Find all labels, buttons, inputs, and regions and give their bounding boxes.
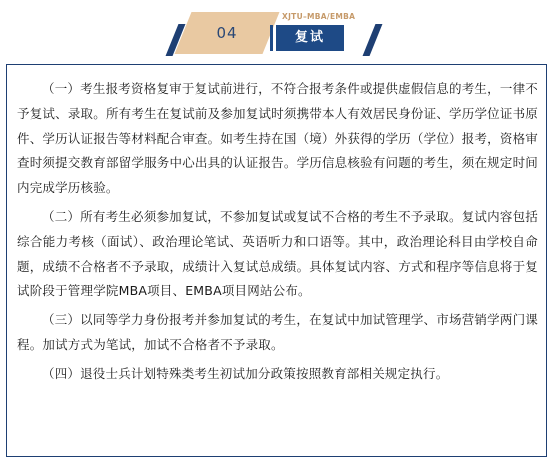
paragraph-4: （四）退役士兵计划特殊类考生初试加分政策按照教育部相关规定执行。 <box>42 365 449 381</box>
content-body <box>17 77 538 391</box>
section-number: 04 <box>216 24 238 42</box>
section-sub-label: XJTU–MBA/EMBA <box>282 12 356 21</box>
decor-slash-right <box>363 24 383 56</box>
paragraph-3: （三）以同等学力身份报考并参加复试的考生，在复试中加试管理学、市场营销学两门课程。加试方式为笔试，加试不合格者不予录取。 <box>17 312 538 352</box>
section-title: 复试 <box>276 25 344 51</box>
content-frame <box>6 64 547 457</box>
paragraph-2: （二）所有考生必须参加复试，不参加复试或复试不合格的考生不予录取。复试内容包括综合能力考核（面试）、政治理论笔试、英语听力和口语等。其中，政治理论科目由学校自命题，成绩不合格者不予录取，成绩计入复试总成绩。具体复试内容、方式和程序等信息将于复试阶段于管理学院MBA项目、EMBA项目网站公布。 <box>17 208 538 299</box>
section-header <box>0 0 553 62</box>
paragraph-1: （一）考生报考资格复审于复试前进行，不符合报考条件或提供虚假信息的考生，一律不予复试、录取。所有考生在复试前及参加复试时须携带本人有效居民身份证、学历学位证书原件、学历认证报告等材料配合审查。如考生持在国（境）外获得的学历（学位）报考，资格审查时须提交教育部留学服务中心出具的认证报告。学历信息核验有问题的考生，须在规定时间内完成学历核验。 <box>17 81 538 196</box>
